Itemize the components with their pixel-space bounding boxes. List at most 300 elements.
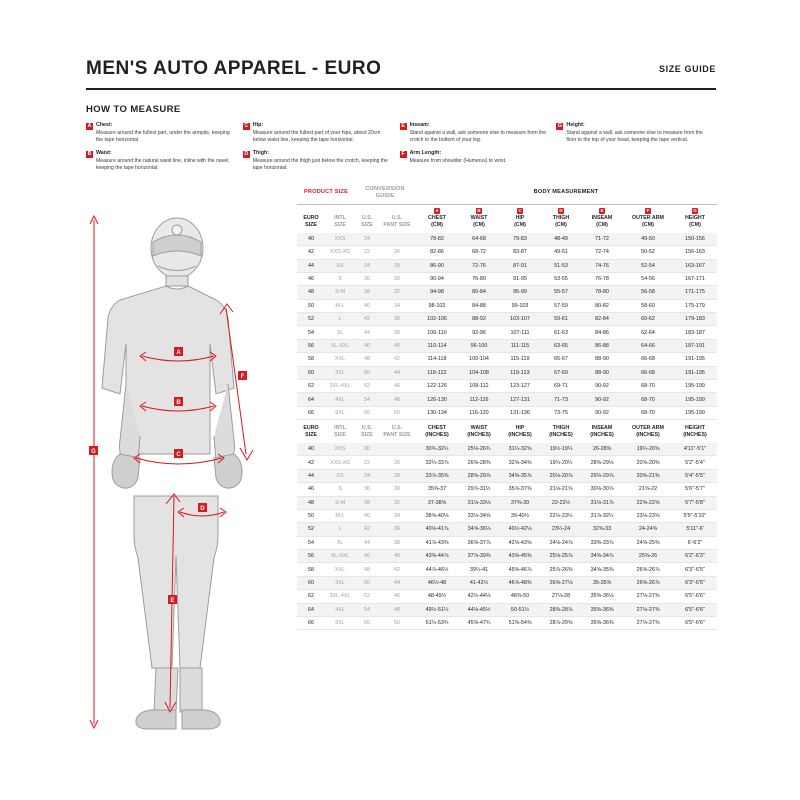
table-cell: 51-53	[541, 259, 581, 272]
table-row	[297, 483, 717, 496]
table-cell: 56-58	[623, 286, 673, 299]
table-cell: 27⅛-28	[541, 590, 581, 603]
table-cell: 28⅞-29⅜	[541, 617, 581, 630]
col-outer-arm-cm: F OUTER ARM (CM)	[623, 204, 673, 232]
group-conversion-guide: CONVERSION GUIDE	[365, 186, 405, 199]
table-cell: 195-199	[673, 406, 717, 419]
table-cell: 48	[355, 353, 379, 366]
table-cell: 31⅛-31⅞	[581, 496, 623, 509]
table-cell: 65-67	[541, 353, 581, 366]
table-cell: 34	[379, 509, 415, 522]
table-cell: XS	[325, 259, 355, 272]
table-cell: 35⅜-37	[415, 483, 459, 496]
table-cell: 99-103	[499, 299, 541, 312]
col-waist-in: WAIST (INCHES)	[459, 420, 499, 443]
table-cell: 27⅛-27⅜	[623, 603, 673, 616]
table-cell: 43⅝-45⅜	[499, 550, 541, 563]
badge-hip-c: C	[518, 207, 522, 213]
table-cell: 26⅜-26⅞	[623, 576, 673, 589]
table-cell: 28	[379, 259, 415, 272]
table-cell: 42	[379, 353, 415, 366]
table-cell: 46	[379, 590, 415, 603]
table-cell: 50-51½	[499, 603, 541, 616]
measure-text-hip: Measure around the fullest part of your hips, about 20cm below waist line, keeping the tape horizontal.	[252, 129, 381, 144]
badge-e: E	[401, 123, 405, 129]
table-cell: 82-86	[415, 246, 459, 259]
table-cell: 25⅛-26¾	[459, 443, 499, 456]
badge-a: A	[87, 123, 92, 129]
table-cell: 28⅜-29⅛	[581, 456, 623, 469]
table-cell: 35-35⅜	[581, 576, 623, 589]
table-cell: 28	[379, 469, 415, 482]
measure-text-inseam: Stand against a wall, ask someone else to measure from the crotch to the bottom of your leg.	[409, 129, 547, 144]
measure-column-3	[400, 122, 557, 179]
svg-text:D: D	[200, 506, 205, 512]
measure-item-arm-length	[400, 150, 549, 165]
table-cell: 23¼-24	[541, 523, 581, 536]
table-row	[297, 496, 717, 509]
table-cell: 187-191	[673, 339, 717, 352]
table-cell: XXL	[325, 563, 355, 576]
table-cell: 46	[297, 483, 325, 496]
table-row	[297, 406, 717, 419]
svg-text:C: C	[176, 452, 181, 458]
col-intl-size-cm: INTL SIZE	[325, 204, 355, 232]
table-cell: 23⅛-23⅝	[623, 509, 673, 522]
table-row	[297, 576, 717, 589]
col-waist-cm: B WAIST (CM)	[459, 204, 499, 232]
table-cell: 21⅜-22	[623, 483, 673, 496]
table-cell: 54	[355, 393, 379, 406]
measure-label-height: Height:	[566, 122, 585, 128]
measure-text-height: Stand against a wall, ask someone else to measure from the floor to the top of your head, keeping the tape vertical.	[566, 129, 703, 144]
table-cell: 4XL	[325, 393, 355, 406]
table-cell: 4XL	[325, 603, 355, 616]
table-cell: 46	[379, 380, 415, 393]
measure-label-thigh: Thigh:	[252, 150, 269, 157]
table-cell: 71-73	[541, 393, 581, 406]
table-cell: 88-92	[459, 313, 499, 326]
table-cell: 46⅞-48⅜	[499, 576, 541, 589]
table-row	[297, 393, 717, 406]
col-height-cm: G HEIGHT (CM)	[673, 204, 717, 232]
table-row	[297, 233, 717, 246]
table-cell: 52	[355, 380, 379, 393]
table-cell: 72-74	[581, 246, 623, 259]
table-cell: 56	[297, 550, 325, 563]
table-cell: 167-171	[673, 272, 717, 285]
col-thigh-cm: D THIGH (CM)	[541, 204, 581, 232]
table-cell: 62-64	[623, 326, 673, 339]
table-cell: 52	[355, 590, 379, 603]
table-cell: 25⅛-25⅞	[541, 550, 581, 563]
table-cell: XL-XXL	[325, 550, 355, 563]
table-cell: 34	[379, 299, 415, 312]
table-cell: 78-82	[415, 233, 459, 246]
col-outer-arm-in: OUTER ARM (INCHES)	[623, 420, 673, 443]
table-cell: 79-83	[499, 233, 541, 246]
table-row	[297, 469, 717, 482]
table-cell: 76-78	[581, 272, 623, 285]
table-cell: 64-68	[459, 233, 499, 246]
table-cell: 195-199	[673, 393, 717, 406]
table-cell: 44	[355, 536, 379, 549]
mannequin-diagram	[70, 196, 285, 736]
badge-c: C	[244, 123, 249, 129]
table-cell: 61-63	[541, 326, 581, 339]
table-row	[297, 563, 717, 576]
svg-text:E: E	[170, 598, 175, 604]
table-cell: 64	[297, 603, 325, 616]
table-cell: 127-131	[499, 393, 541, 406]
table-cell: 88-90	[581, 366, 623, 379]
col-chest-in: CHEST (INCHES)	[415, 420, 459, 443]
table-cell: 22	[355, 246, 379, 259]
table-cell: 130-134	[415, 406, 459, 419]
col-chest-cm: A CHEST (CM)	[415, 204, 459, 232]
table-cell	[379, 233, 415, 246]
table-cell: 5XL	[325, 617, 355, 630]
size-table-element	[297, 186, 717, 630]
table-row	[297, 380, 717, 393]
table-cell: 36	[379, 523, 415, 536]
table-row	[297, 443, 717, 456]
table-cell: 45⅜-46⅞	[499, 563, 541, 576]
table-cell: 40½-42⅛	[499, 523, 541, 536]
table-cell: 156-163	[673, 246, 717, 259]
table-cell: S-M	[325, 496, 355, 509]
table-row	[297, 590, 717, 603]
table-cell: 35⅞-37⅜	[499, 483, 541, 496]
table-cell: 20⅜-21⅜	[623, 469, 673, 482]
table-cell: XL	[325, 536, 355, 549]
table-cell: 48-49½	[415, 590, 459, 603]
table-cell: 27⅛-27⅜	[623, 590, 673, 603]
table-cell: 107-111	[499, 326, 541, 339]
table-cell: 36⅜-37⅞	[459, 536, 499, 549]
table-cell: XXS-XS	[325, 456, 355, 469]
table-cell: 35⅜-36⅛	[581, 590, 623, 603]
table-cell: 4'11"-5'1"	[673, 443, 717, 456]
table-cell: 32¼-33⅞	[415, 456, 459, 469]
table-row	[297, 456, 717, 469]
table-cell: 34⅜-35⅞	[499, 469, 541, 482]
table-cell: 5'4"-5'5"	[673, 469, 717, 482]
table-cell: 150-156	[673, 233, 717, 246]
table-cell: 39-40½	[499, 509, 541, 522]
measure-label-waist: Waist:	[96, 150, 112, 157]
table-body-inches	[297, 443, 717, 630]
table-cell: 88-90	[581, 353, 623, 366]
table-cell: 35⅜-36⅜	[581, 617, 623, 630]
table-cell: 27⅛-27⅜	[623, 617, 673, 630]
table-cell: 48	[379, 393, 415, 406]
table-cell: 84-86	[581, 326, 623, 339]
table-cell: 6'2"-6'3"	[673, 550, 717, 563]
table-cell: 42	[355, 313, 379, 326]
table-cell: 19¼-20¼	[541, 456, 581, 469]
table-cell: 63-65	[541, 339, 581, 352]
table-cell: 44	[355, 326, 379, 339]
table-cell: 53-55	[541, 272, 581, 285]
table-cell: 67-69	[541, 366, 581, 379]
measure-text-chest: Measure around the fullest part, under the armpits, keeping the tape horizontal.	[96, 129, 230, 144]
table-cell: 51¼-53¾	[415, 617, 459, 630]
badge-inseam-e: E	[600, 207, 604, 213]
page-header	[86, 58, 716, 80]
measure-column-1	[86, 122, 243, 179]
table-group-header-row	[297, 186, 717, 204]
col-inseam-in: INSEAM (INCHES)	[581, 420, 623, 443]
table-cell: 100-104	[459, 353, 499, 366]
table-cell: 51⅜-54⅜	[499, 617, 541, 630]
table-cell: 95-99	[499, 286, 541, 299]
measure-label-inseam: Inseam:	[409, 122, 430, 128]
table-cell: 42	[297, 246, 325, 259]
col-hip-in: HIP (INCHES)	[499, 420, 541, 443]
table-cell: 45⅜-47¾	[459, 617, 499, 630]
table-cell: XS	[325, 469, 355, 482]
how-to-measure-list	[86, 122, 718, 179]
measure-column-4	[556, 122, 718, 179]
table-cell: 25⅜-26	[623, 550, 673, 563]
table-cell: 34⅜-34⅞	[581, 550, 623, 563]
table-cell: 40⅛-41⅞	[415, 523, 459, 536]
table-cell: 33⅞-35⅜	[415, 469, 459, 482]
svg-text:F: F	[240, 374, 245, 380]
table-cell: 58-60	[623, 299, 673, 312]
table-cell: 179-183	[673, 313, 717, 326]
badge-thigh-d: D	[559, 207, 563, 213]
table-cell: 50	[355, 576, 379, 589]
measure-text-arm-length: Measure from shoulder (Humerus) to wrist.	[409, 158, 507, 165]
table-cell: 37⅞-39⅜	[459, 550, 499, 563]
table-cell: 54	[297, 536, 325, 549]
table-row	[297, 353, 717, 366]
table-cell: 52-54	[623, 259, 673, 272]
col-height-in: HEIGHT (INCHES)	[673, 420, 717, 443]
table-cell: 86-90	[415, 259, 459, 272]
badge-height-g: G	[693, 207, 697, 213]
table-cell: 37⅜-39	[499, 496, 541, 509]
table-cell: 6'5"-6'6"	[673, 617, 717, 630]
table-cell: 42	[355, 523, 379, 536]
table-cell: 24⅝-25⅜	[623, 536, 673, 549]
table-cell: 6'3"-6'5"	[673, 563, 717, 576]
table-cell: 112-116	[459, 393, 499, 406]
table-cell: 33⅜-33⅞	[581, 536, 623, 549]
table-cell: 48	[379, 603, 415, 616]
table-cell: 32	[379, 496, 415, 509]
table-cell: 50	[379, 406, 415, 419]
measure-column-2	[243, 122, 400, 179]
col-us-pant-size-in: U.S. PANT SIZE	[379, 420, 415, 443]
table-cell: 46½-48	[415, 576, 459, 589]
table-cell: 56	[355, 617, 379, 630]
table-cell: 91-95	[499, 272, 541, 285]
table-cell: 22	[355, 456, 379, 469]
table-cell: 56	[355, 406, 379, 419]
measure-item-waist	[86, 150, 235, 172]
table-header-row-in	[297, 420, 717, 443]
table-cell: 19¼-20⅝	[623, 443, 673, 456]
table-cell: 3XL	[325, 576, 355, 589]
table-cell: 31⅞-32¼	[581, 509, 623, 522]
table-cell: 73-75	[541, 406, 581, 419]
table-cell: 30	[379, 272, 415, 285]
table-cell: 34	[355, 469, 379, 482]
col-us-size-in: U.S. SIZE	[355, 420, 379, 443]
table-cell: 44	[379, 576, 415, 589]
table-cell: S	[325, 483, 355, 496]
table-cell: 44	[297, 259, 325, 272]
table-cell: 31⅛-33⅛	[459, 496, 499, 509]
table-cell: 80-84	[459, 286, 499, 299]
table-cell: M-L	[325, 299, 355, 312]
table-cell: 50-52	[623, 246, 673, 259]
table-cell: 48-49	[541, 233, 581, 246]
table-cell: 163-167	[673, 259, 717, 272]
table-cell: 52	[297, 313, 325, 326]
table-cell: 103-107	[499, 313, 541, 326]
table-cell: 22⅜-22⅝	[623, 496, 673, 509]
table-cell: S-M	[325, 286, 355, 299]
table-cell: XL-XXL	[325, 339, 355, 352]
table-cell: 40	[297, 443, 325, 456]
table-cell: 60	[297, 366, 325, 379]
measure-item-height	[556, 122, 710, 144]
table-cell: 6'3"-6'5"	[673, 576, 717, 589]
col-hip-cm: C HIP (CM)	[499, 204, 541, 232]
table-cell: 52	[297, 523, 325, 536]
col-euro-size-in: EURO SIZE	[297, 420, 325, 443]
table-cell: 42	[379, 563, 415, 576]
table-cell: 6'-6'2"	[673, 536, 717, 549]
table-cell: 48	[355, 563, 379, 576]
table-row	[297, 286, 717, 299]
measure-item-thigh	[243, 150, 392, 172]
table-cell: 114-118	[415, 353, 459, 366]
table-cell: 40	[379, 339, 415, 352]
table-cell: 76-80	[459, 272, 499, 285]
table-cell: 46	[355, 339, 379, 352]
table-cell: 22-22½	[541, 496, 581, 509]
table-cell: 175-179	[673, 299, 717, 312]
col-inseam-cm: E INSEAM (CM)	[581, 204, 623, 232]
table-cell: 6'5"-6'6"	[673, 603, 717, 616]
svg-text:A: A	[176, 350, 181, 356]
table-cell: 40	[355, 509, 379, 522]
table-cell: 87-91	[499, 259, 541, 272]
table-cell: 26	[379, 456, 415, 469]
badge-b: B	[87, 151, 92, 158]
table-cell: XXS	[325, 443, 355, 456]
table-cell: 195-199	[673, 380, 717, 393]
table-cell: 104-108	[459, 366, 499, 379]
table-cell: 38	[379, 536, 415, 549]
table-cell: 5'6"-5'7"	[673, 483, 717, 496]
table-cell: 37-38⅝	[415, 496, 459, 509]
table-cell: 36	[355, 272, 379, 285]
table-cell: 122-126	[415, 380, 459, 393]
table-cell: 29⅞-31½	[459, 483, 499, 496]
table-cell: 66	[297, 406, 325, 419]
table-cell: 35⅜-36⅜	[581, 603, 623, 616]
table-cell: 5'11"-6'	[673, 523, 717, 536]
table-cell: 50	[355, 366, 379, 379]
table-row	[297, 313, 717, 326]
table-cell: 48	[297, 496, 325, 509]
table-cell: 74-76	[581, 259, 623, 272]
table-cell: 64-66	[623, 339, 673, 352]
measure-item-inseam	[400, 122, 549, 144]
table-cell: 49-50	[623, 233, 673, 246]
table-cell: 42	[297, 456, 325, 469]
table-row	[297, 339, 717, 352]
table-cell: 68-70	[623, 406, 673, 419]
size-table	[297, 186, 717, 630]
table-cell: 44	[379, 366, 415, 379]
table-cell: 38	[379, 326, 415, 339]
table-cell: 64	[297, 393, 325, 406]
table-cell: 24	[355, 233, 379, 246]
table-cell: 42½-44⅛	[459, 590, 499, 603]
measure-label-arm-length: Arm Length:	[409, 150, 442, 157]
table-cell: 72-76	[459, 259, 499, 272]
table-cell: 84-88	[459, 299, 499, 312]
col-thigh-in: THIGH (INCHES)	[541, 420, 581, 443]
col-us-pant-size-cm: U.S. PANT SIZE	[379, 204, 415, 232]
table-cell: 62	[297, 380, 325, 393]
table-cell: 50	[297, 299, 325, 312]
table-cell: 48	[297, 286, 325, 299]
table-cell: 26⅜-26⅞	[623, 563, 673, 576]
badge-chest-a: A	[435, 207, 439, 213]
table-cell: 25⅞-26⅜	[541, 563, 581, 576]
how-to-measure-heading: HOW TO MEASURE	[86, 104, 181, 115]
table-cell: 33⅛-34⅝	[459, 509, 499, 522]
table-cell: 90-94	[415, 272, 459, 285]
table-cell: XXL	[325, 353, 355, 366]
table-cell: 111-115	[499, 339, 541, 352]
table-cell: 5XL	[325, 406, 355, 419]
table-cell: 191-195	[673, 366, 717, 379]
group-product-size: PRODUCT SIZE	[303, 189, 349, 196]
group-body-measurement: BODY MEASUREMENT	[533, 189, 599, 196]
table-cell: 98-102	[415, 299, 459, 312]
table-cell: 38⅝-40⅛	[415, 509, 459, 522]
table-cell: 62	[297, 590, 325, 603]
measure-label-hip: Hip:	[252, 122, 264, 128]
col-euro-size-cm: EURO SIZE	[297, 204, 325, 232]
badge-outerarm-f: F	[646, 207, 650, 213]
table-cell: 183-187	[673, 326, 717, 339]
col-intl-size-in: INTL SIZE	[325, 420, 355, 443]
table-cell: 41-42½	[459, 576, 499, 589]
table-cell: 46	[297, 272, 325, 285]
table-cell: 26-28⅜	[581, 443, 623, 456]
table-cell: 34⅝-36⅛	[459, 523, 499, 536]
table-cell: 60-62	[623, 313, 673, 326]
table-cell: 54	[297, 326, 325, 339]
badge-f: F	[401, 151, 405, 158]
measurement-figure	[70, 196, 285, 736]
table-cell: 44⅛-45½	[459, 603, 499, 616]
table-cell: 115-119	[499, 353, 541, 366]
table-cell: 108-112	[459, 380, 499, 393]
table-cell: 21⅛-21⅝	[541, 483, 581, 496]
table-cell: 69-71	[541, 380, 581, 393]
